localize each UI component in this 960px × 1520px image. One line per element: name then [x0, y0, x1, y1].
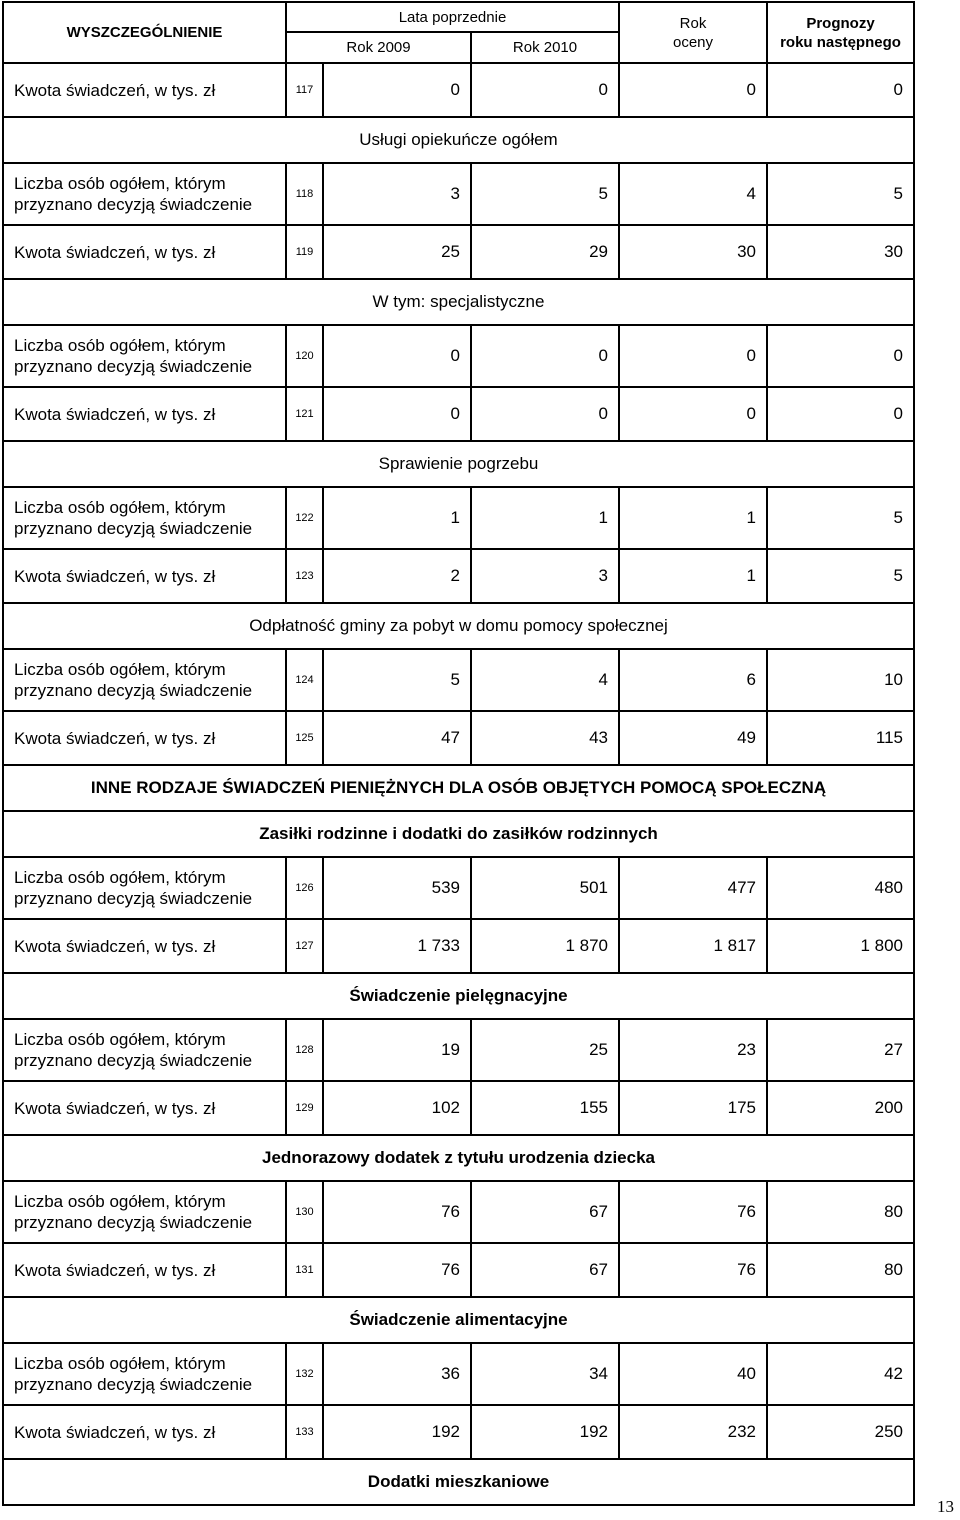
value-forecast: 80: [767, 1243, 914, 1297]
value-2010: 0: [471, 387, 619, 441]
value-assessment: 4: [619, 163, 767, 225]
row-code: 123: [286, 549, 323, 603]
section-row: [3, 1459, 914, 1505]
row-code: 132: [286, 1343, 323, 1405]
table-row: [3, 1181, 914, 1243]
value-2010: 0: [471, 63, 619, 117]
value-assessment: 232: [619, 1405, 767, 1459]
section-row: [3, 603, 914, 649]
table-row: [3, 1343, 914, 1405]
value-forecast: 480: [767, 857, 914, 919]
value-2010: 29: [471, 225, 619, 279]
value-2009: 36: [323, 1343, 471, 1405]
section-title: Zasiłki rodzinne i dodatki do zasiłków rodzinnych: [3, 811, 914, 857]
row-code: 121: [286, 387, 323, 441]
value-2009: 2: [323, 549, 471, 603]
value-forecast: 250: [767, 1405, 914, 1459]
value-2009: 1 733: [323, 919, 471, 973]
section-row: [3, 1297, 914, 1343]
header-year-2010: Rok 2010: [471, 32, 619, 63]
section-title: Jednorazowy dodatek z tytułu urodzenia dziecka: [3, 1135, 914, 1181]
section-title: Odpłatność gminy za pobyt w domu pomocy społecznej: [3, 603, 914, 649]
value-assessment: 1: [619, 549, 767, 603]
header-assessment-year: Rok oceny: [619, 2, 767, 63]
value-forecast: 0: [767, 63, 914, 117]
row-code: 130: [286, 1181, 323, 1243]
table-row: [3, 63, 914, 117]
value-assessment: 30: [619, 225, 767, 279]
section-title: Sprawienie pogrzebu: [3, 441, 914, 487]
row-label: Kwota świadczeń, w tys. zł: [3, 225, 286, 279]
value-2009: 19: [323, 1019, 471, 1081]
value-2010: 4: [471, 649, 619, 711]
row-label: Liczba osób ogółem, którym przyznano decyzją świadczenie: [3, 163, 286, 225]
value-2010: 67: [471, 1243, 619, 1297]
row-label: Liczba osób ogółem, którym przyznano decyzją świadczenie: [3, 857, 286, 919]
value-2010: 192: [471, 1405, 619, 1459]
value-assessment: 1: [619, 487, 767, 549]
value-2009: 25: [323, 225, 471, 279]
value-2010: 501: [471, 857, 619, 919]
row-label: Kwota świadczeń, w tys. zł: [3, 387, 286, 441]
value-forecast: 80: [767, 1181, 914, 1243]
value-assessment: 76: [619, 1181, 767, 1243]
value-assessment: 1 817: [619, 919, 767, 973]
section-row: [3, 811, 914, 857]
row-code: 131: [286, 1243, 323, 1297]
value-2010: 25: [471, 1019, 619, 1081]
header-year-2009: Rok 2009: [286, 32, 471, 63]
value-2010: 1: [471, 487, 619, 549]
value-forecast: 42: [767, 1343, 914, 1405]
row-label: Liczba osób ogółem, którym przyznano decyzją świadczenie: [3, 1343, 286, 1405]
value-forecast: 1 800: [767, 919, 914, 973]
value-2009: 0: [323, 387, 471, 441]
value-2010: 43: [471, 711, 619, 765]
row-label: Liczba osób ogółem, którym przyznano decyzją świadczenie: [3, 1019, 286, 1081]
row-label: Kwota świadczeń, w tys. zł: [3, 919, 286, 973]
section-title: Usługi opiekuńcze ogółem: [3, 117, 914, 163]
value-2009: 1: [323, 487, 471, 549]
table-row: [3, 649, 914, 711]
table-row: [3, 487, 914, 549]
value-forecast: 10: [767, 649, 914, 711]
section-title: Świadczenie pielęgnacyjne: [3, 973, 914, 1019]
value-2010: 3: [471, 549, 619, 603]
row-code: 127: [286, 919, 323, 973]
value-2010: 0: [471, 325, 619, 387]
value-assessment: 49: [619, 711, 767, 765]
row-label: Kwota świadczeń, w tys. zł: [3, 63, 286, 117]
row-code: 133: [286, 1405, 323, 1459]
table-row: [3, 1019, 914, 1081]
value-assessment: 76: [619, 1243, 767, 1297]
value-forecast: 5: [767, 549, 914, 603]
value-assessment: 6: [619, 649, 767, 711]
value-2010: 1 870: [471, 919, 619, 973]
value-forecast: 5: [767, 163, 914, 225]
section-row: [3, 1135, 914, 1181]
table-body: [3, 2, 914, 1505]
value-2010: 155: [471, 1081, 619, 1135]
value-forecast: 0: [767, 325, 914, 387]
section-row: [3, 765, 914, 811]
section-row: [3, 279, 914, 325]
row-code: 126: [286, 857, 323, 919]
row-label: Kwota świadczeń, w tys. zł: [3, 1243, 286, 1297]
section-title: Świadczenie alimentacyjne: [3, 1297, 914, 1343]
row-code: 125: [286, 711, 323, 765]
value-2010: 34: [471, 1343, 619, 1405]
header-specification: WYSZCZEGÓLNIENIE: [3, 2, 286, 63]
value-assessment: 0: [619, 387, 767, 441]
row-code: 128: [286, 1019, 323, 1081]
value-2009: 192: [323, 1405, 471, 1459]
table-row: [3, 1405, 914, 1459]
row-label: Kwota świadczeń, w tys. zł: [3, 1405, 286, 1459]
value-forecast: 115: [767, 711, 914, 765]
section-title: Dodatki mieszkaniowe: [3, 1459, 914, 1505]
row-label: Liczba osób ogółem, którym przyznano decyzją świadczenie: [3, 487, 286, 549]
section-title: INNE RODZAJE ŚWIADCZEŃ PIENIĘŻNYCH DLA OSÓB OBJĘTYCH POMOCĄ SPOŁECZNĄ: [3, 765, 914, 811]
value-2009: 3: [323, 163, 471, 225]
table-row: [3, 387, 914, 441]
value-assessment: 23: [619, 1019, 767, 1081]
value-2009: 76: [323, 1243, 471, 1297]
header-forecast: Prognozy roku następnego: [767, 2, 914, 63]
row-code: 129: [286, 1081, 323, 1135]
value-forecast: 27: [767, 1019, 914, 1081]
row-label: Kwota świadczeń, w tys. zł: [3, 1081, 286, 1135]
row-code: 122: [286, 487, 323, 549]
row-code: 118: [286, 163, 323, 225]
value-forecast: 30: [767, 225, 914, 279]
section-title: W tym: specjalistyczne: [3, 279, 914, 325]
header-row: [3, 2, 914, 32]
row-label: Kwota świadczeń, w tys. zł: [3, 711, 286, 765]
value-assessment: 175: [619, 1081, 767, 1135]
row-label: Liczba osób ogółem, którym przyznano decyzją świadczenie: [3, 1181, 286, 1243]
table-row: [3, 1243, 914, 1297]
value-assessment: 0: [619, 325, 767, 387]
table-row: [3, 857, 914, 919]
value-2009: 47: [323, 711, 471, 765]
table-row: [3, 711, 914, 765]
table-row: [3, 225, 914, 279]
value-2009: 76: [323, 1181, 471, 1243]
value-2009: 539: [323, 857, 471, 919]
value-assessment: 0: [619, 63, 767, 117]
benefits-table: [2, 1, 915, 1506]
row-label: Liczba osób ogółem, którym przyznano decyzją świadczenie: [3, 649, 286, 711]
table-row: [3, 325, 914, 387]
value-2009: 0: [323, 325, 471, 387]
table-row: [3, 919, 914, 973]
table-row: [3, 163, 914, 225]
value-assessment: 40: [619, 1343, 767, 1405]
table-row: [3, 1081, 914, 1135]
page-number: 13: [937, 1497, 954, 1516]
row-label: Kwota świadczeń, w tys. zł: [3, 549, 286, 603]
table-row: [3, 549, 914, 603]
value-2009: 5: [323, 649, 471, 711]
value-assessment: 477: [619, 857, 767, 919]
section-row: [3, 973, 914, 1019]
value-2010: 67: [471, 1181, 619, 1243]
header-previous-years: Lata poprzednie: [286, 2, 619, 32]
value-2009: 0: [323, 63, 471, 117]
section-row: [3, 117, 914, 163]
value-2010: 5: [471, 163, 619, 225]
section-row: [3, 441, 914, 487]
row-code: 117: [286, 63, 323, 117]
value-forecast: 5: [767, 487, 914, 549]
value-forecast: 200: [767, 1081, 914, 1135]
row-code: 124: [286, 649, 323, 711]
value-forecast: 0: [767, 387, 914, 441]
row-label: Liczba osób ogółem, którym przyznano decyzją świadczenie: [3, 325, 286, 387]
row-code: 120: [286, 325, 323, 387]
row-code: 119: [286, 225, 323, 279]
value-2009: 102: [323, 1081, 471, 1135]
